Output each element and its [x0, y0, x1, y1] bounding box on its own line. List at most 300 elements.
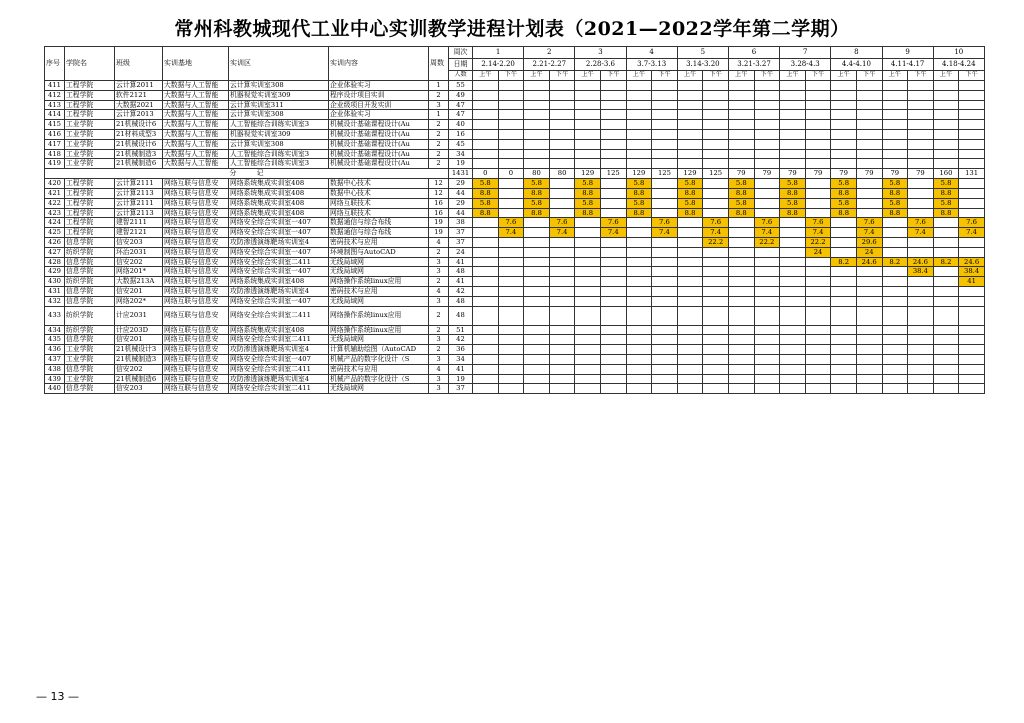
schedule-empty — [805, 325, 831, 335]
cell-seq: 439 — [45, 374, 65, 384]
cell-weeks: 2 — [429, 247, 449, 257]
schedule-empty — [549, 149, 575, 159]
schedule-empty — [575, 237, 601, 247]
schedule-empty — [780, 81, 806, 91]
schedule-empty — [908, 120, 934, 130]
cell-content: 程序设计项目实训 — [329, 90, 429, 100]
schedule-empty — [626, 218, 652, 228]
cell-class: 云计算2013 — [115, 110, 163, 120]
table-row — [45, 110, 985, 120]
schedule-empty — [882, 139, 908, 149]
cell-college: 信息学院 — [65, 267, 115, 277]
cell-content: 无线局域网 — [329, 384, 429, 394]
week-date: 3.7-3.13 — [626, 59, 677, 71]
cell-area: 网络安全综合实训室二411 — [229, 384, 329, 394]
schedule-empty — [473, 277, 499, 287]
schedule-empty — [882, 296, 908, 306]
cell-base: 大数据与人工智能 — [163, 139, 229, 149]
week-number: 5 — [677, 47, 728, 59]
schedule-value: 22.2 — [703, 237, 729, 247]
cell-seq: 421 — [45, 188, 65, 198]
cell-college: 工业学院 — [65, 354, 115, 364]
schedule-empty — [805, 149, 831, 159]
cell-content: 机械产品的数字化设计（S — [329, 354, 429, 364]
subtotal-value: 79 — [831, 169, 857, 179]
schedule-empty — [652, 335, 678, 345]
schedule-empty — [831, 218, 857, 228]
cell-area: 网络安全综合实训室二411 — [229, 364, 329, 374]
schedule-empty — [959, 139, 985, 149]
schedule-value: 7.6 — [754, 218, 780, 228]
subtotal-value: 129 — [626, 169, 652, 179]
cell-base: 网络互联与信息安 — [163, 374, 229, 384]
schedule-value: 7.6 — [652, 218, 678, 228]
cell-college: 信息学院 — [65, 296, 115, 306]
schedule-empty — [959, 129, 985, 139]
schedule-empty — [600, 149, 626, 159]
schedule-empty — [959, 296, 985, 306]
cell-college: 信息学院 — [65, 384, 115, 394]
schedule-empty — [831, 159, 857, 169]
schedule-empty — [626, 120, 652, 130]
subtotal-value: 129 — [677, 169, 703, 179]
schedule-empty — [600, 120, 626, 130]
schedule-empty — [498, 306, 524, 325]
table-row — [45, 286, 985, 296]
cell-class: 云计算2111 — [115, 198, 163, 208]
schedule-empty — [933, 81, 959, 91]
schedule-empty — [908, 159, 934, 169]
schedule-empty — [473, 306, 499, 325]
cell-area: 网络系统集成实训室408 — [229, 179, 329, 189]
cell-weeks: 12 — [429, 188, 449, 198]
schedule-empty — [728, 228, 754, 238]
schedule-empty — [498, 188, 524, 198]
schedule-empty — [856, 364, 882, 374]
schedule-empty — [805, 345, 831, 355]
schedule-value: 8.8 — [473, 188, 499, 198]
schedule-empty — [933, 228, 959, 238]
schedule-empty — [754, 277, 780, 287]
schedule-empty — [780, 325, 806, 335]
cell-n: 29 — [449, 179, 473, 189]
schedule-empty — [908, 198, 934, 208]
schedule-empty — [498, 237, 524, 247]
schedule-empty — [652, 139, 678, 149]
cell-content: 计算机辅助绘图（AutoCAD — [329, 345, 429, 355]
schedule-empty — [908, 354, 934, 364]
schedule-empty — [626, 364, 652, 374]
schedule-empty — [780, 149, 806, 159]
cell-n: 34 — [449, 149, 473, 159]
cell-class: 信安203 — [115, 384, 163, 394]
cell-class: 大数据2021 — [115, 100, 163, 110]
subtotal-value: 125 — [600, 169, 626, 179]
schedule-empty — [780, 218, 806, 228]
schedule-empty — [703, 198, 729, 208]
schedule-empty — [959, 286, 985, 296]
schedule-empty — [524, 374, 550, 384]
schedule-empty — [882, 100, 908, 110]
schedule-empty — [754, 90, 780, 100]
header-am: 上午 — [831, 71, 857, 81]
schedule-value: 5.8 — [780, 179, 806, 189]
cell-n: 34 — [449, 354, 473, 364]
schedule-empty — [856, 345, 882, 355]
schedule-empty — [882, 129, 908, 139]
cell-content: 机械产品的数字化设计（S — [329, 374, 429, 384]
cell-area: 机器视觉实训室309 — [229, 90, 329, 100]
schedule-empty — [575, 257, 601, 267]
schedule-empty — [908, 247, 934, 257]
schedule-empty — [754, 120, 780, 130]
schedule-empty — [652, 354, 678, 364]
schedule-empty — [549, 384, 575, 394]
schedule-empty — [652, 237, 678, 247]
table-row — [45, 364, 985, 374]
cell-area: 云计算实训室308 — [229, 110, 329, 120]
schedule-value: 8.8 — [933, 188, 959, 198]
schedule-empty — [549, 354, 575, 364]
cell-base: 网络互联与信息安 — [163, 306, 229, 325]
schedule-empty — [575, 81, 601, 91]
cell-area: 网络安全综合实训室一407 — [229, 218, 329, 228]
schedule-empty — [677, 354, 703, 364]
schedule-empty — [754, 374, 780, 384]
header-pm: 下午 — [652, 71, 678, 81]
schedule-empty — [575, 159, 601, 169]
schedule-empty — [575, 325, 601, 335]
schedule-empty — [754, 296, 780, 306]
subtotal-value: 79 — [856, 169, 882, 179]
schedule-empty — [473, 228, 499, 238]
schedule-empty — [600, 179, 626, 189]
table-row — [45, 237, 985, 247]
schedule-empty — [882, 110, 908, 120]
cell-college: 工业学院 — [65, 374, 115, 384]
schedule-empty — [549, 345, 575, 355]
schedule-value: 8.8 — [626, 188, 652, 198]
schedule-value: 7.4 — [600, 228, 626, 238]
schedule-empty — [908, 384, 934, 394]
cell-area: 网络系统集成实训室408 — [229, 198, 329, 208]
schedule-empty — [780, 257, 806, 267]
header-pm: 下午 — [959, 71, 985, 81]
cell-content: 机械设计基础课程设计(Au — [329, 149, 429, 159]
schedule-empty — [524, 139, 550, 149]
schedule-empty — [831, 306, 857, 325]
schedule-empty — [933, 110, 959, 120]
cell-weeks: 19 — [429, 228, 449, 238]
schedule-value: 8.8 — [780, 188, 806, 198]
week-number: 8 — [831, 47, 882, 59]
schedule-empty — [703, 296, 729, 306]
schedule-empty — [933, 345, 959, 355]
schedule-empty — [600, 188, 626, 198]
schedule-empty — [754, 188, 780, 198]
schedule-empty — [652, 286, 678, 296]
cell-class: 网络201* — [115, 267, 163, 277]
schedule-empty — [754, 149, 780, 159]
schedule-empty — [524, 364, 550, 374]
schedule-empty — [780, 237, 806, 247]
cell-college: 信息学院 — [65, 364, 115, 374]
schedule-empty — [856, 81, 882, 91]
schedule-empty — [908, 139, 934, 149]
schedule-empty — [754, 100, 780, 110]
schedule-empty — [780, 306, 806, 325]
cell-weeks: 2 — [429, 139, 449, 149]
schedule-empty — [549, 208, 575, 218]
schedule-value: 7.6 — [856, 218, 882, 228]
schedule-empty — [652, 296, 678, 306]
schedule-empty — [908, 129, 934, 139]
schedule-empty — [677, 90, 703, 100]
schedule-empty — [856, 159, 882, 169]
schedule-empty — [831, 335, 857, 345]
schedule-empty — [754, 267, 780, 277]
header-am: 上午 — [626, 71, 652, 81]
schedule-empty — [600, 286, 626, 296]
schedule-empty — [856, 90, 882, 100]
schedule-empty — [831, 277, 857, 287]
cell-seq: 423 — [45, 208, 65, 218]
schedule-empty — [728, 81, 754, 91]
schedule-empty — [524, 100, 550, 110]
header-pm: 下午 — [498, 71, 524, 81]
cell-area: 攻防渗透演练靶场实训室4 — [229, 345, 329, 355]
cell-area: 云计算实训室308 — [229, 139, 329, 149]
schedule-value: 7.6 — [498, 218, 524, 228]
schedule-empty — [626, 247, 652, 257]
cell-n: 55 — [449, 81, 473, 91]
schedule-value: 5.8 — [933, 198, 959, 208]
schedule-empty — [524, 110, 550, 120]
schedule-empty — [959, 384, 985, 394]
schedule-empty — [780, 345, 806, 355]
schedule-value: 7.4 — [856, 228, 882, 238]
table-row — [45, 325, 985, 335]
cell-weeks: 2 — [429, 277, 449, 287]
schedule-empty — [600, 247, 626, 257]
header-pm: 下午 — [908, 71, 934, 81]
schedule-empty — [473, 325, 499, 335]
schedule-empty — [805, 188, 831, 198]
cell-class: 网络202* — [115, 296, 163, 306]
schedule-empty — [652, 110, 678, 120]
cell-class: 信安203 — [115, 237, 163, 247]
schedule-empty — [626, 345, 652, 355]
schedule-empty — [882, 159, 908, 169]
cell-content: 网络操作系统linux应用 — [329, 325, 429, 335]
schedule-empty — [549, 286, 575, 296]
cell-class: 计应203D — [115, 325, 163, 335]
schedule-empty — [524, 354, 550, 364]
schedule-empty — [677, 335, 703, 345]
cell-class: 环治2031 — [115, 247, 163, 257]
schedule-empty — [959, 110, 985, 120]
schedule-value: 5.8 — [831, 179, 857, 189]
cell-area: 机器视觉实训室309 — [229, 129, 329, 139]
schedule-empty — [652, 306, 678, 325]
cell-n: 37 — [449, 237, 473, 247]
schedule-value: 8.2 — [831, 257, 857, 267]
schedule-empty — [728, 354, 754, 364]
schedule-empty — [882, 306, 908, 325]
cell-base: 大数据与人工智能 — [163, 129, 229, 139]
cell-college: 纺织学院 — [65, 306, 115, 325]
schedule-empty — [652, 247, 678, 257]
schedule-empty — [754, 139, 780, 149]
schedule-empty — [703, 335, 729, 345]
cell-content: 无线局域网 — [329, 267, 429, 277]
schedule-empty — [549, 198, 575, 208]
schedule-empty — [498, 384, 524, 394]
schedule-empty — [703, 354, 729, 364]
schedule-empty — [933, 129, 959, 139]
subtotal-value: 0 — [473, 169, 499, 179]
schedule-empty — [626, 129, 652, 139]
cell-college: 工业学院 — [65, 129, 115, 139]
cell-content: 企业级项目开发实训 — [329, 100, 429, 110]
schedule-empty — [549, 267, 575, 277]
week-number: 4 — [626, 47, 677, 59]
schedule-empty — [549, 237, 575, 247]
schedule-value: 8.8 — [626, 208, 652, 218]
schedule-empty — [473, 81, 499, 91]
cell-college: 纺织学院 — [65, 277, 115, 287]
schedule-empty — [626, 139, 652, 149]
subtotal-value: 160 — [933, 169, 959, 179]
schedule-empty — [959, 208, 985, 218]
schedule-empty — [703, 139, 729, 149]
schedule-empty — [626, 277, 652, 287]
subtotal-label: 分 记 — [45, 169, 449, 179]
schedule-empty — [626, 149, 652, 159]
cell-weeks: 3 — [429, 335, 449, 345]
table-row — [45, 129, 985, 139]
cell-seq: 430 — [45, 277, 65, 287]
schedule-empty — [882, 149, 908, 159]
schedule-value: 8.8 — [677, 208, 703, 218]
week-date: 3.21-3.27 — [728, 59, 779, 71]
header-am: 上午 — [882, 71, 908, 81]
cell-base: 网络互联与信息安 — [163, 188, 229, 198]
cell-weeks: 1 — [429, 81, 449, 91]
schedule-empty — [575, 296, 601, 306]
schedule-empty — [549, 247, 575, 257]
cell-content: 无线局域网 — [329, 296, 429, 306]
schedule-empty — [626, 237, 652, 247]
cell-seq: 433 — [45, 306, 65, 325]
schedule-empty — [600, 277, 626, 287]
week-date: 4.11-4.17 — [882, 59, 933, 71]
schedule-value: 8.2 — [882, 257, 908, 267]
cell-college: 工程学院 — [65, 218, 115, 228]
schedule-empty — [473, 267, 499, 277]
schedule-empty — [703, 188, 729, 198]
cell-base: 网络互联与信息安 — [163, 345, 229, 355]
cell-content: 密码技术与应用 — [329, 237, 429, 247]
schedule-empty — [626, 354, 652, 364]
schedule-empty — [652, 188, 678, 198]
schedule-empty — [908, 325, 934, 335]
schedule-value: 8.8 — [728, 188, 754, 198]
schedule-empty — [882, 120, 908, 130]
schedule-empty — [728, 296, 754, 306]
schedule-empty — [473, 345, 499, 355]
schedule-empty — [933, 120, 959, 130]
cell-area: 攻防渗透演练靶场实训室4 — [229, 286, 329, 296]
schedule-empty — [780, 129, 806, 139]
cell-seq: 434 — [45, 325, 65, 335]
subtotal-value: 125 — [652, 169, 678, 179]
schedule-empty — [728, 159, 754, 169]
week-date: 3.14-3.20 — [677, 59, 728, 71]
schedule-empty — [626, 100, 652, 110]
schedule-value: 8.8 — [831, 208, 857, 218]
schedule-empty — [549, 188, 575, 198]
schedule-empty — [652, 384, 678, 394]
schedule-empty — [473, 296, 499, 306]
cell-class: 21机械设计6 — [115, 120, 163, 130]
schedule-value: 5.8 — [933, 179, 959, 189]
schedule-empty — [728, 120, 754, 130]
cell-content: 企业体验实习 — [329, 81, 429, 91]
cell-college: 信息学院 — [65, 257, 115, 267]
schedule-empty — [498, 267, 524, 277]
cell-class: 信安202 — [115, 257, 163, 267]
schedule-empty — [575, 149, 601, 159]
schedule-empty — [780, 110, 806, 120]
schedule-empty — [575, 277, 601, 287]
header-pm: 下午 — [549, 71, 575, 81]
schedule-empty — [600, 208, 626, 218]
schedule-empty — [575, 364, 601, 374]
cell-weeks: 3 — [429, 267, 449, 277]
header-base: 实训基地 — [163, 47, 229, 81]
schedule-empty — [575, 100, 601, 110]
schedule-empty — [677, 374, 703, 384]
cell-college: 工业学院 — [65, 149, 115, 159]
schedule-empty — [498, 110, 524, 120]
schedule-empty — [831, 354, 857, 364]
cell-seq: 427 — [45, 247, 65, 257]
schedule-empty — [780, 100, 806, 110]
schedule-empty — [728, 286, 754, 296]
schedule-empty — [626, 81, 652, 91]
schedule-empty — [473, 90, 499, 100]
cell-base: 网络互联与信息安 — [163, 335, 229, 345]
schedule-empty — [677, 364, 703, 374]
cell-base: 网络互联与信息安 — [163, 325, 229, 335]
schedule-empty — [600, 257, 626, 267]
cell-n: 40 — [449, 120, 473, 130]
schedule-empty — [856, 110, 882, 120]
header-am: 上午 — [728, 71, 754, 81]
schedule-empty — [626, 384, 652, 394]
schedule-empty — [908, 286, 934, 296]
schedule-value: 5.8 — [575, 179, 601, 189]
schedule-empty — [908, 188, 934, 198]
schedule-empty — [933, 247, 959, 257]
schedule-empty — [754, 286, 780, 296]
schedule-empty — [575, 374, 601, 384]
schedule-empty — [600, 374, 626, 384]
cell-weeks: 3 — [429, 296, 449, 306]
cell-weeks: 2 — [429, 149, 449, 159]
cell-base: 大数据与人工智能 — [163, 120, 229, 130]
